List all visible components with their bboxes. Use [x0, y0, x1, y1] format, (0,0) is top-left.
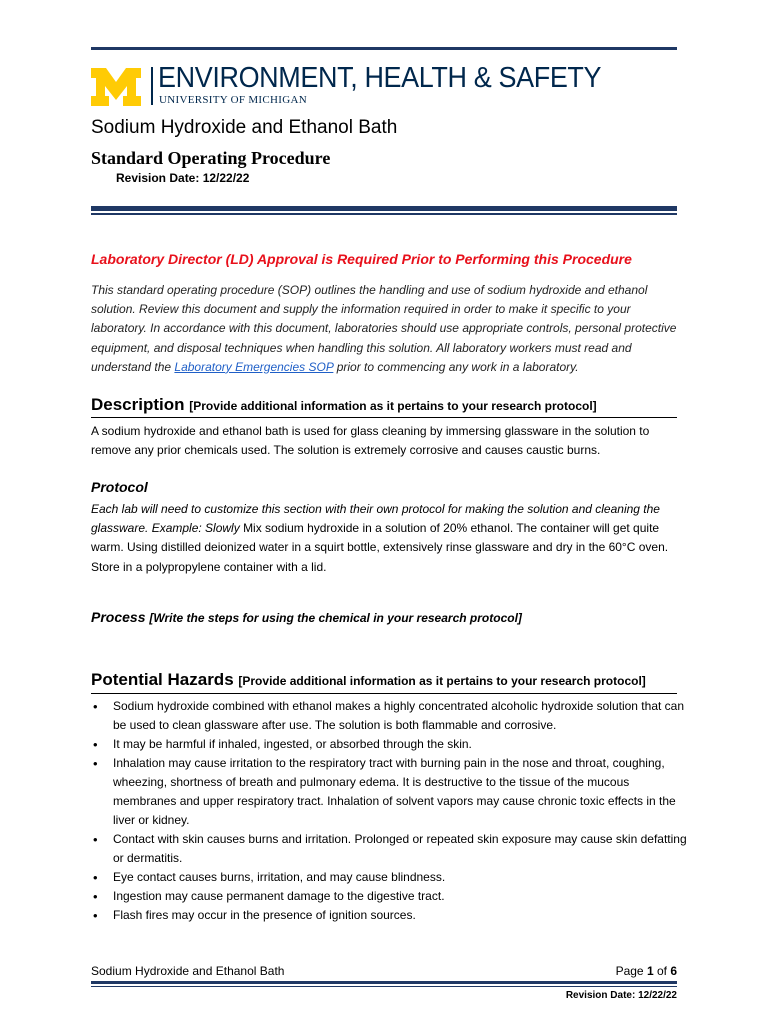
- document-subtitle: Standard Operating Procedure: [91, 148, 331, 168]
- process-heading: Process [Write the steps for using the chemical in your research protocol]: [91, 609, 522, 625]
- header-top-rule: [91, 47, 677, 50]
- description-underline: [91, 417, 677, 418]
- document-title: Sodium Hydroxide and Ethanol Bath: [91, 117, 398, 138]
- list-item: • Eye contact causes burns, irritation, and may cause blindness.: [91, 868, 691, 887]
- revision-date: Revision Date: 12/22/22: [116, 171, 250, 185]
- hazards-heading: Potential Hazards [Provide additional information as it pertains to your research protocol]: [91, 670, 646, 689]
- protocol-text: Each lab will need to customize this section with their own protocol for making the solution and cleaning the glassware. Example: Slowly Mix sodium hydroxide in a solution of 20% ethanol. The container will get quite warm. Using distilled deionized water in a squirt bottle, extensively rinse glassware and dry in the 60°C oven. Store in a polypropylene container with a lid.: [91, 502, 669, 574]
- title-rule-thin: [91, 213, 677, 215]
- hazards-underline: [91, 693, 677, 694]
- intro-paragraph: This standard operating procedure (SOP) outlines the handling and use of sodium hydroxide and ethanol solution. Review this document and supply the information required in order to make it specific to your laboratory. In accordance with this document, laboratories should use appropriate controls, personal protective equipment, and disposal techniques when handling this solution. All laboratory workers must read and understand the Laboratory Emergencies SOP prior to commencing any work in a laboratory.: [91, 283, 677, 374]
- org-subtitle: UNIVERSITY OF MICHIGAN: [159, 94, 307, 106]
- title-rule-thick: [91, 206, 677, 211]
- footer-page-number: Page 1 of 6: [615, 964, 677, 978]
- list-item: • Contact with skin causes burns and irritation. Prolonged or repeated skin exposure may cause skin defatting or dermatitis.: [91, 830, 691, 868]
- hazards-list: [91, 697, 691, 925]
- list-item: • Inhalation may cause irritation to the respiratory tract with burning pain in the nose and throat, coughing, wheezing, shortness of breath and pulmonary edema. It is destructive to the tissue of the mucous membranes and upper respiratory tract. Inhalation of solvent vapors may cause chronic toxic effects in the liver or kidney.: [91, 754, 691, 830]
- logo-divider: [151, 67, 153, 105]
- university-m-logo: [91, 68, 141, 106]
- description-text: A sodium hydroxide and ethanol bath is used for glass cleaning by immersing glassware in the solution to remove any prior chemicals used. The solution is extremely corrosive and causes caustic burns.: [91, 424, 650, 458]
- footer-rule-thin: [91, 986, 677, 987]
- list-item: • Flash fires may occur in the presence of ignition sources.: [91, 906, 691, 925]
- org-title: ENVIRONMENT, HEALTH & SAFETY: [158, 62, 602, 94]
- list-item: • Sodium hydroxide combined with ethanol makes a highly concentrated alcoholic hydroxide solution that can be used to clean glassware after use. The solution is both flammable and corrosive.: [91, 697, 691, 735]
- list-item: • Ingestion may cause permanent damage to the digestive tract.: [91, 887, 691, 906]
- protocol-heading: Protocol: [91, 479, 148, 495]
- footer-rule-thick: [91, 981, 677, 984]
- laboratory-emergencies-sop-link[interactable]: Laboratory Emergencies SOP: [174, 359, 334, 374]
- list-item: • It may be harmful if inhaled, ingested, or absorbed through the skin.: [91, 735, 691, 754]
- footer-document-name: Sodium Hydroxide and Ethanol Bath: [91, 964, 285, 978]
- approval-notice: Laboratory Director (LD) Approval is Required Prior to Performing this Procedure: [91, 251, 632, 267]
- description-heading: Description [Provide additional information as it pertains to your research protocol]: [91, 395, 597, 414]
- footer-revision-date: Revision Date: 12/22/22: [565, 990, 677, 1001]
